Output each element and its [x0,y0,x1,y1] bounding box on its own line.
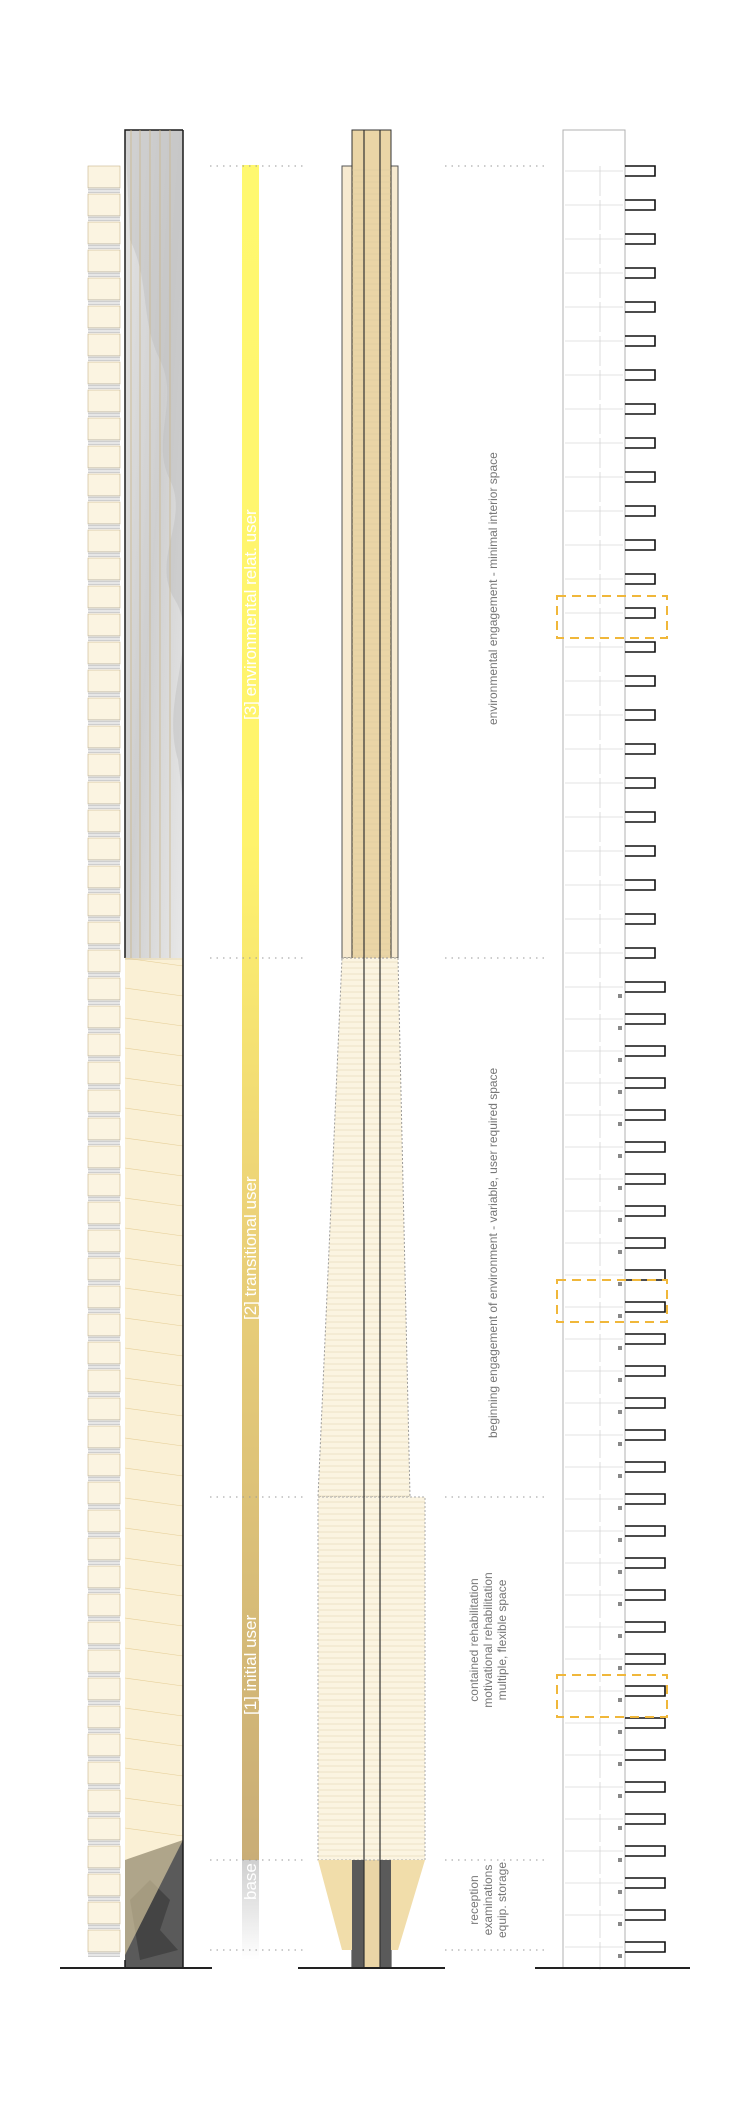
facade-panel [88,502,120,524]
facade-panel [88,418,120,440]
room-marker [618,1474,622,1478]
room-profile [625,1142,665,1152]
room-profile [625,880,655,890]
label-environmental: [3] environmental relat. user [241,509,260,720]
label-initial: [1] initial user [241,1614,260,1715]
room-profile [625,302,655,312]
room-profile [625,1878,665,1888]
room-profile [625,1846,665,1856]
room-profile [625,948,655,958]
room-marker [618,1730,622,1734]
room-marker [618,1442,622,1446]
phase-bar [241,165,260,1960]
room-profile [625,812,655,822]
facade-panel [88,278,120,300]
facade-panel [88,1062,120,1084]
room-profile [625,1558,665,1568]
room-marker [618,1346,622,1350]
facade-panel [88,1706,120,1728]
room-marker [618,1186,622,1190]
room-profile [625,1014,665,1024]
facade-panel [88,446,120,468]
room-marker [618,994,622,998]
svg-text:contained rehabilitationmotiva [467,1572,509,1707]
room-profile [625,642,655,652]
room-profile [625,1206,665,1216]
facade-panel [88,306,120,328]
room-marker [618,1890,622,1894]
room-profile [625,676,655,686]
facade-panel [88,1902,120,1924]
room-profile [625,1078,665,1088]
label-base: base [241,1863,260,1900]
facade-panel [88,698,120,720]
facade-panel [88,1790,120,1812]
rock-core-left [352,1860,364,1968]
room-profile [625,1110,665,1120]
section-c [535,130,690,1970]
facade-panel [88,838,120,860]
note-line: contained rehabilitation [467,1578,481,1702]
facade-panel [88,894,120,916]
room-marker [618,1058,622,1062]
facade-panel [88,1202,120,1224]
facade-panel [88,1034,120,1056]
room-marker [618,1314,622,1318]
facade-panel [88,670,120,692]
facade-panel [88,1650,120,1672]
room-marker [618,1698,622,1702]
facade-panel [88,1454,120,1476]
room-profile [625,1046,665,1056]
room-marker [618,1378,622,1382]
room-marker [618,1282,622,1286]
room-profile [625,1654,665,1664]
room-profile [625,1174,665,1184]
room-profile [625,1750,665,1760]
foundation-left [318,1860,352,1950]
phase-bar-main [242,165,259,1860]
room-profile [625,982,665,992]
room-marker [618,1122,622,1126]
room-profile [625,268,655,278]
room-marker [618,1858,622,1862]
room-profile [625,438,655,448]
facade-panel [88,1846,120,1868]
room-marker [618,1794,622,1798]
note-line: reception [467,1875,481,1925]
note-initial [467,1572,509,1707]
room-profile [625,540,655,550]
room-profile [625,1430,665,1440]
room-profile [625,1814,665,1824]
room-profile [625,1398,665,1408]
room-profile [625,710,655,720]
room-profile [625,1590,665,1600]
transition-wedge [125,958,183,1955]
room-profile [625,1910,665,1920]
facade-panel [88,250,120,272]
room-marker [618,1538,622,1542]
room-profile [625,166,655,176]
room-profile [625,914,655,924]
facade-panel [88,782,120,804]
facade-panel [88,1118,120,1140]
facade-panel [88,1622,120,1644]
facade-panel [88,1230,120,1252]
facade-panel [88,1258,120,1280]
facade-panel [88,1930,120,1952]
room-profile [625,200,655,210]
facade-panel [88,334,120,356]
room-profile [625,1494,665,1504]
facade-panel [88,586,120,608]
note-line: equip. storage [495,1861,509,1939]
room-marker [618,1922,622,1926]
facade-panel [88,950,120,972]
room-marker [618,1154,622,1158]
facade-panel [88,726,120,748]
facade-panel [88,1874,120,1896]
facade-panel [88,1426,120,1448]
room-profile [625,1686,665,1696]
facade-panel [88,1482,120,1504]
room-marker [618,1506,622,1510]
room-profile [625,1334,665,1344]
foundation-right [391,1860,425,1950]
facade-panel [88,1762,120,1784]
room-marker [618,1666,622,1670]
room-marker [618,1826,622,1830]
room-profile [625,1366,665,1376]
facade-panel [88,1314,120,1336]
section-b [298,130,445,1968]
room-profile [625,778,655,788]
facade-panel [88,1734,120,1756]
facade-panel [88,978,120,1000]
room-profile [625,404,655,414]
base-block [318,1497,425,1860]
facade-panel [88,1818,120,1840]
facade-panel [88,1538,120,1560]
facade-panel [88,1510,120,1532]
facade-panel [88,1594,120,1616]
room-profile [625,1462,665,1472]
annotations [467,452,509,1938]
facade-panel [88,614,120,636]
facade-panel [88,222,120,244]
rock-core-right [380,1860,391,1968]
room-profile [625,1782,665,1792]
facade-panel [88,1174,120,1196]
room-profile [625,1718,665,1728]
facade-panel [88,642,120,664]
facade-panel [88,1286,120,1308]
room-profile [625,1622,665,1632]
room-profile [625,744,655,754]
facade-panel [88,530,120,552]
facade-panel [88,1006,120,1028]
facade-panel [88,1370,120,1392]
section-a [60,130,212,1968]
section-c-frame [563,130,625,1968]
note-line: multiple, flexible space [495,1579,509,1701]
room-profile [625,370,655,380]
facade-panel [88,474,120,496]
room-profile [625,1526,665,1536]
room-marker [618,1090,622,1094]
room-profile [625,1942,665,1952]
facade-panel [88,362,120,384]
room-profile [625,1238,665,1248]
facade-panel [88,1678,120,1700]
facade-panel [88,390,120,412]
room-marker [618,1570,622,1574]
room-marker [618,1954,622,1958]
room-profile [625,472,655,482]
facade-panel [88,558,120,580]
room-profile [625,506,655,516]
facade-panel [88,1398,120,1420]
room-marker [618,1410,622,1414]
room-profile [625,234,655,244]
svg-text:receptionexaminationsequip. st [467,1862,509,1938]
facade-panel [88,194,120,216]
room-marker [618,1218,622,1222]
room-marker [618,1634,622,1638]
facade-panel [88,1146,120,1168]
facade-panel [88,166,120,188]
room-profile [625,608,655,618]
room-profile [625,574,655,584]
room-profile [625,336,655,346]
facade-panel [88,810,120,832]
facade-panel [88,1090,120,1112]
facade-panel [88,922,120,944]
note-transitional: beginning engagement of environment - variable, user required space [486,1067,500,1438]
room-marker [618,1762,622,1766]
facade-panel [88,1566,120,1588]
room-profile [625,846,655,856]
facade-panel [88,866,120,888]
facade-panel [88,754,120,776]
room-profile [625,1302,665,1312]
note-line: examinations [481,1864,495,1936]
note-environmental: environmental engagement - minimal interior space [486,452,500,725]
room-marker [618,1250,622,1254]
room-marker [618,1026,622,1030]
room-marker [618,1602,622,1606]
note-line: motivational rehabilitation [481,1572,495,1708]
facade-panel [88,1342,120,1364]
note-base [467,1862,509,1938]
room-profile [625,1270,665,1280]
label-transitional: [2] transitional user [241,1176,260,1320]
